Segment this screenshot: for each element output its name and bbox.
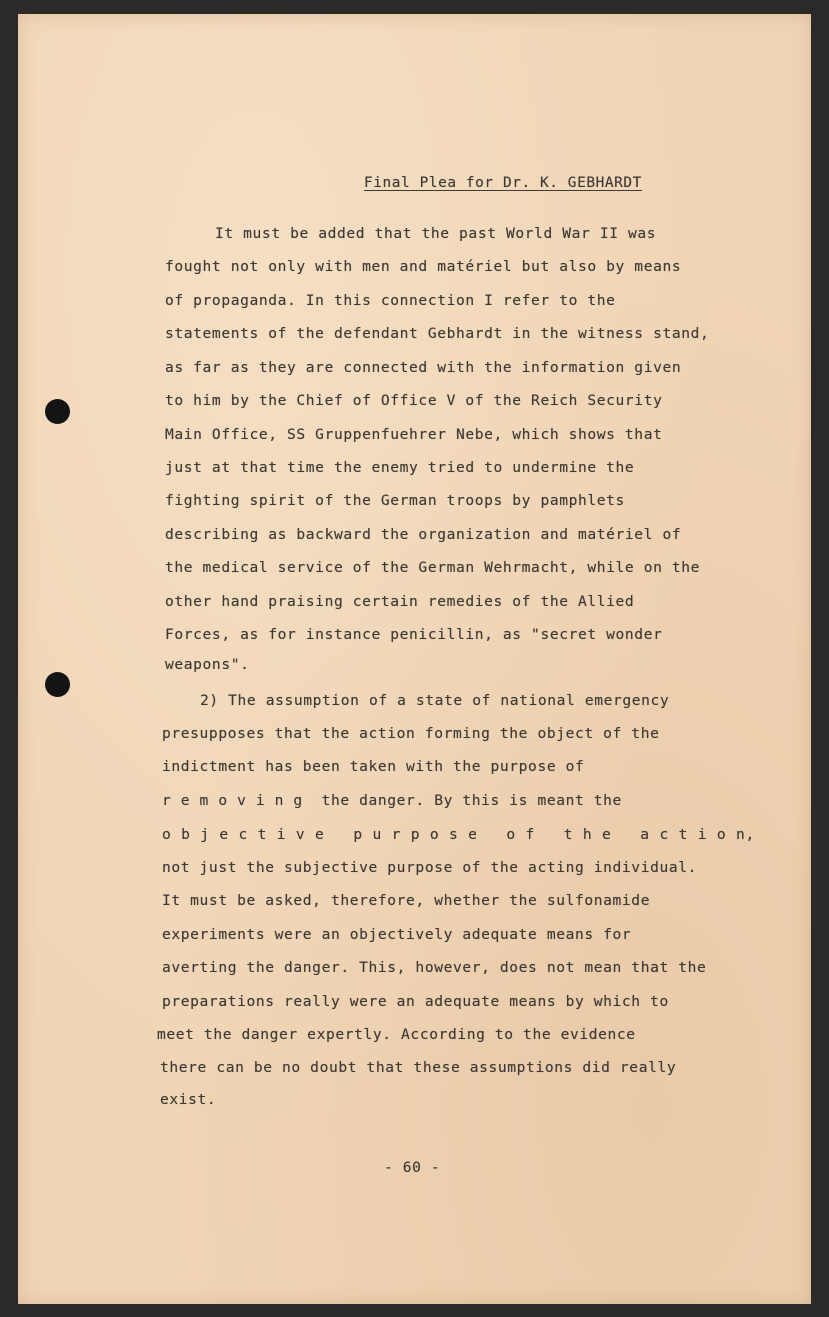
- text-line: It must be added that the past World War II was: [215, 225, 657, 242]
- text-line: Main Office, SS Gruppenfuehrer Nebe, which shows that: [165, 426, 663, 443]
- text-line: there can be no doubt that these assumptions did really: [160, 1059, 677, 1076]
- text-line: to him by the Chief of Office V of the Reich Security: [165, 392, 663, 409]
- document-heading: Final Plea for Dr. K. GEBHARDT: [364, 175, 642, 191]
- page-number: - 60 -: [384, 1159, 441, 1176]
- text-line: r e m o v i n g the danger. By this is meant the: [162, 792, 622, 809]
- text-line: 2) The assumption of a state of national emergency: [200, 692, 670, 709]
- text-line: o b j e c t i v e p u r p o s e o f t h e a c t i o n,: [162, 826, 756, 843]
- text-line: experiments were an objectively adequate means for: [162, 926, 632, 943]
- text-line: fighting spirit of the German troops by pamphlets: [165, 492, 625, 509]
- text-line: fought not only with men and matériel but also by means: [165, 258, 682, 275]
- text-line: Forces, as for instance penicillin, as "secret wonder: [165, 626, 663, 643]
- text-line: as far as they are connected with the information given: [165, 359, 682, 376]
- text-line: meet the danger expertly. According to the evidence: [157, 1026, 636, 1043]
- text-line: It must be asked, therefore, whether the sulfonamide: [162, 892, 651, 909]
- punch-hole: [45, 399, 70, 424]
- punch-hole: [45, 672, 70, 697]
- text-line: averting the danger. This, however, does not mean that the: [162, 959, 707, 976]
- text-line: not just the subjective purpose of the acting individual.: [162, 859, 698, 876]
- text-line: preparations really were an adequate means by which to: [162, 993, 669, 1010]
- text-line: presupposes that the action forming the object of the: [162, 725, 660, 742]
- document-page: [18, 14, 811, 1304]
- text-line: statements of the defendant Gebhardt in the witness stand,: [165, 325, 710, 342]
- text-line: weapons".: [165, 656, 250, 673]
- text-line: the medical service of the German Wehrmacht, while on the: [165, 559, 701, 576]
- text-line: indictment has been taken with the purpose of: [162, 758, 585, 775]
- text-line: just at that time the enemy tried to undermine the: [165, 459, 635, 476]
- text-line: of propaganda. In this connection I refer to the: [165, 292, 616, 309]
- text-line: other hand praising certain remedies of the Allied: [165, 593, 635, 610]
- text-line: exist.: [160, 1091, 217, 1108]
- text-line: describing as backward the organization and matériel of: [165, 526, 682, 543]
